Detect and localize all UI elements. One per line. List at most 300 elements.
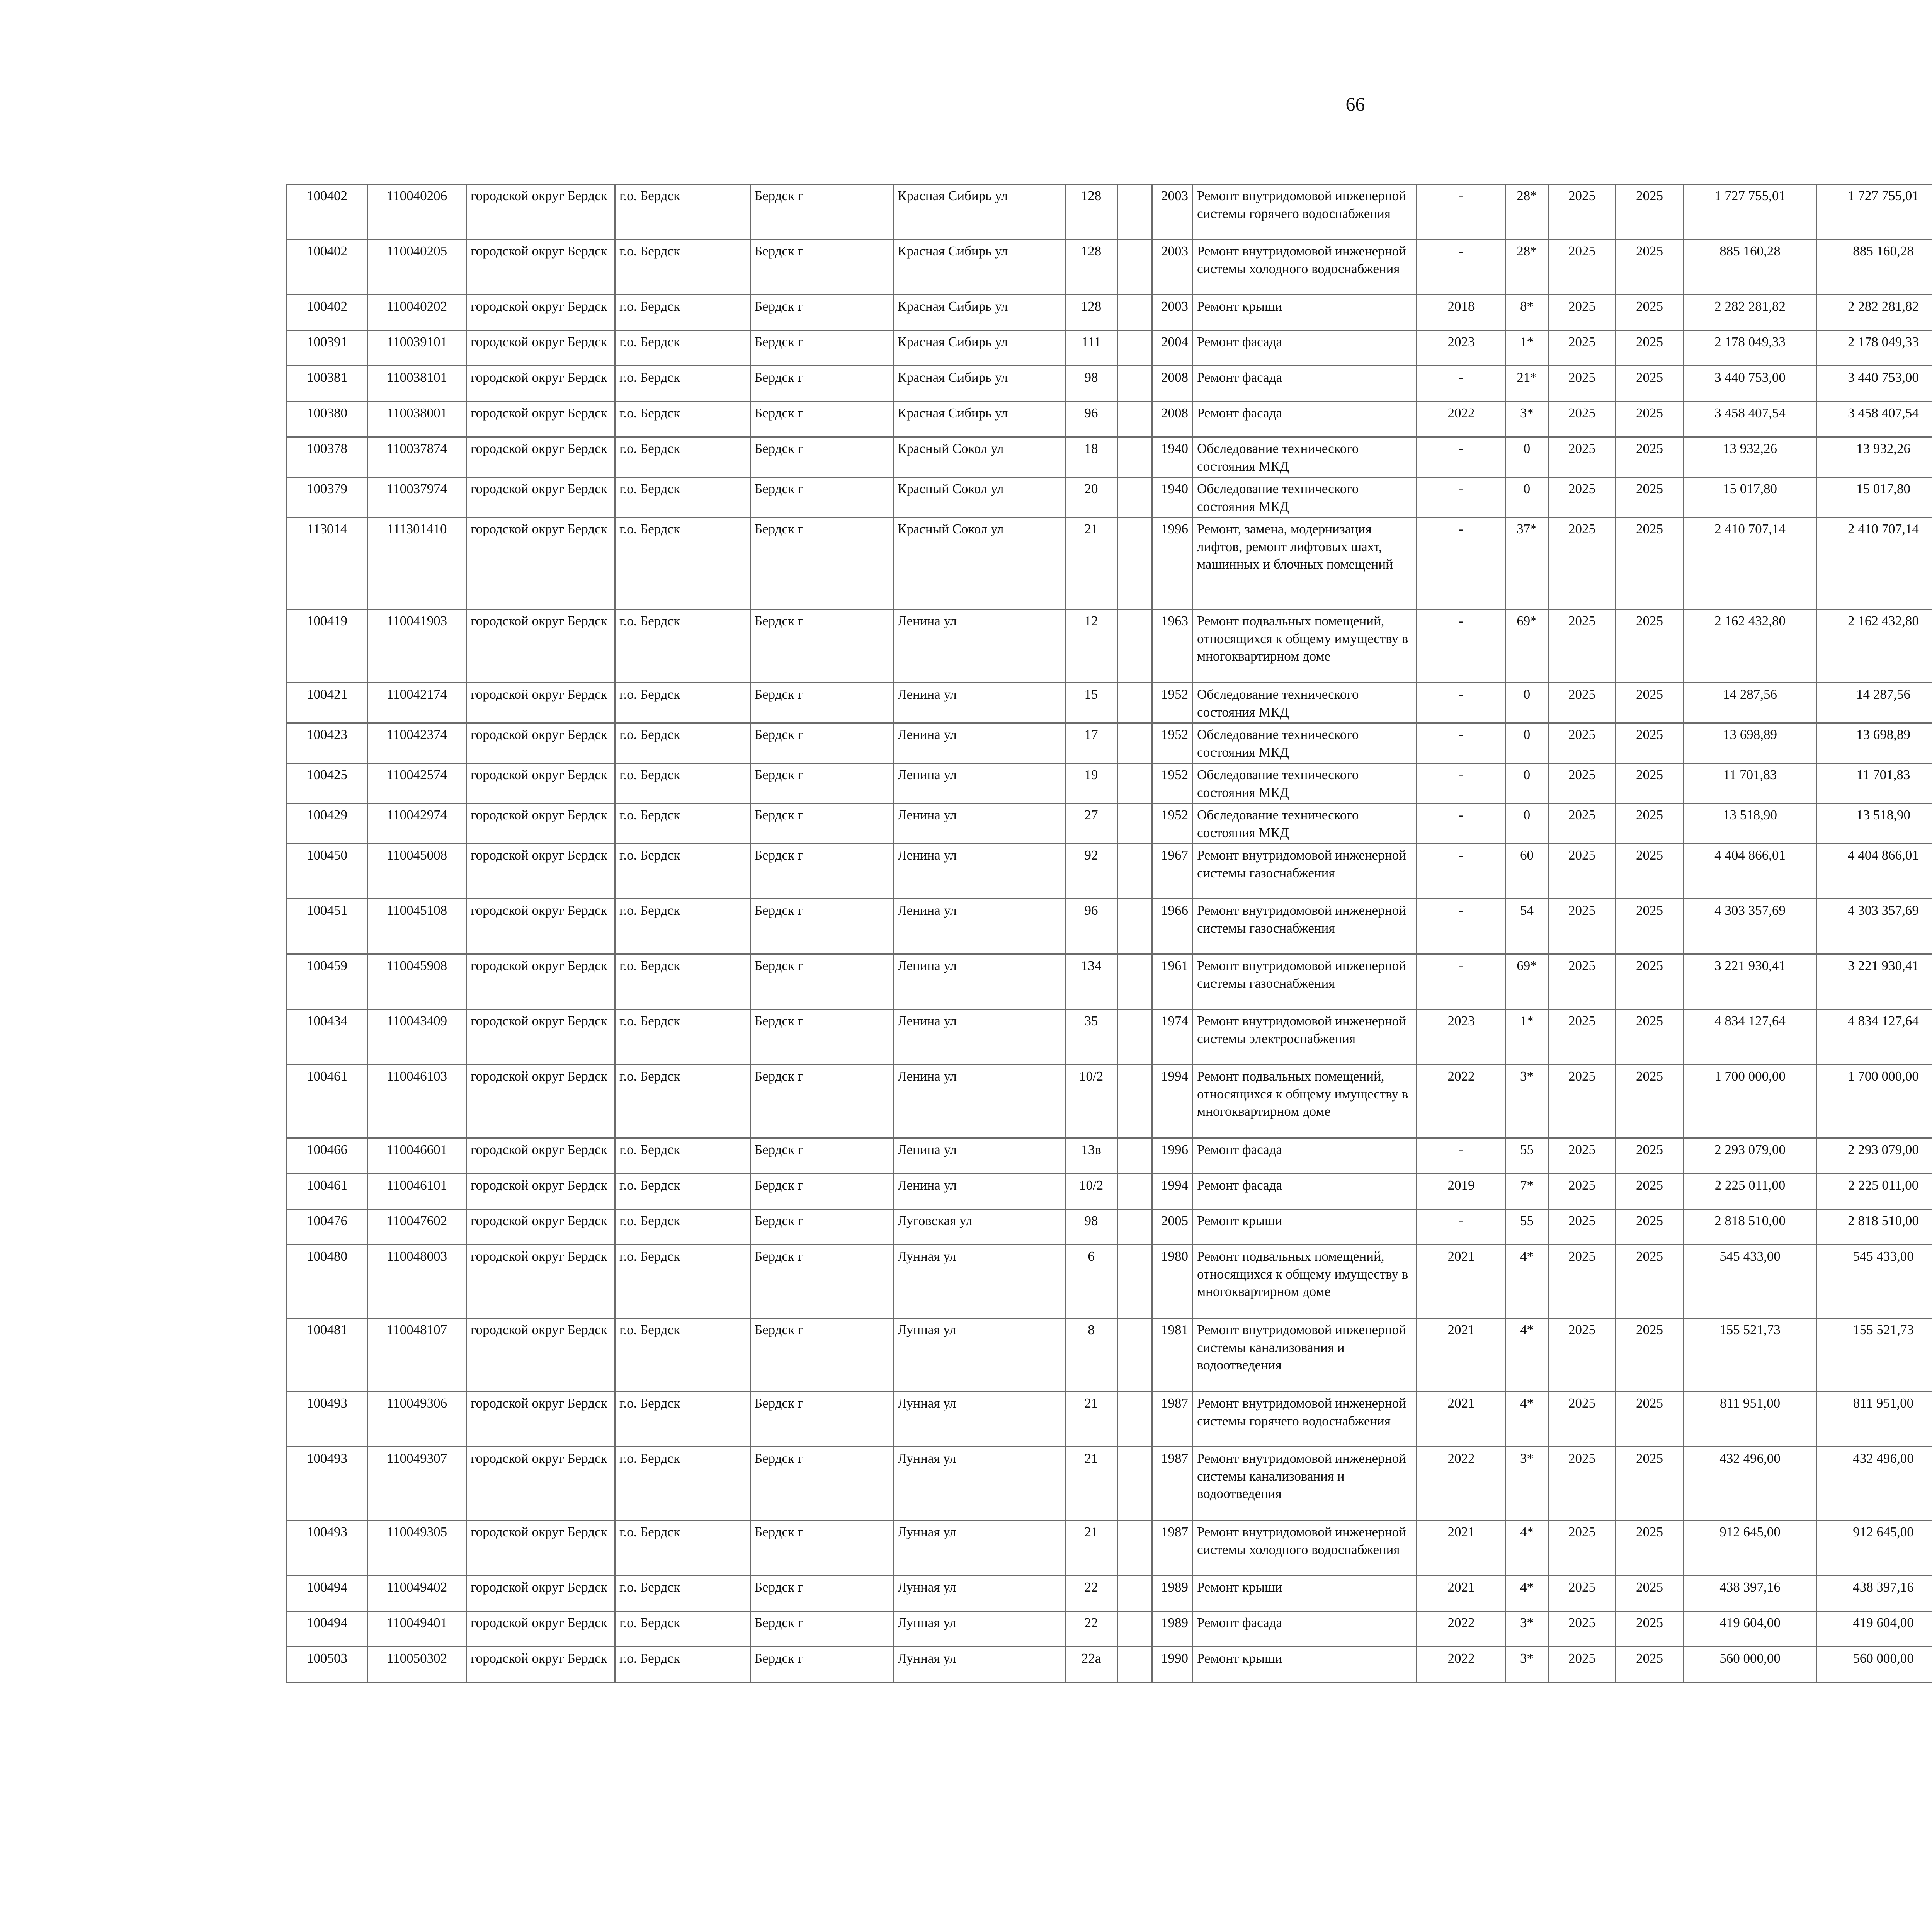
priority-cell: 3*: [1506, 1065, 1548, 1138]
building-cell: [1117, 844, 1152, 899]
building-cell: [1117, 1010, 1152, 1065]
locality-cell: Бердск г: [750, 1065, 893, 1138]
street-cell: Лунная ул: [893, 1576, 1065, 1611]
total-cost-cell: 560 000,00: [1684, 1647, 1817, 1682]
house-number-cell: 21: [1065, 518, 1117, 609]
plan-start-year-cell: 2025: [1548, 1520, 1616, 1576]
locality-cell: Бердск г: [750, 1611, 893, 1647]
house-number-cell: 21: [1065, 1392, 1117, 1447]
street-cell: Красный Сокол ул: [893, 477, 1065, 518]
street-cell: Красная Сибирь ул: [893, 295, 1065, 330]
plan-end-year-cell: 2025: [1616, 295, 1684, 330]
year-built-cell: 1994: [1152, 1065, 1193, 1138]
locality-cell: Бердск г: [750, 954, 893, 1010]
work-id-cell: 110043409: [368, 1010, 466, 1065]
table-row: [287, 1392, 1932, 1447]
priority-cell: 60: [1506, 844, 1548, 899]
fund-cost-cell: 885 160,28: [1817, 240, 1932, 295]
work-id-cell: 110039101: [368, 330, 466, 366]
plan-start-year-cell: 2025: [1548, 1245, 1616, 1318]
street-cell: Красный Сокол ул: [893, 518, 1065, 609]
street-cell: Лунная ул: [893, 1392, 1065, 1447]
plan-end-year-cell: 2025: [1616, 1576, 1684, 1611]
plan-end-year-cell: 2025: [1616, 763, 1684, 804]
municipal-district-cell: городской округ Бердск: [466, 437, 615, 477]
work-id-cell: 110037974: [368, 477, 466, 518]
plan-start-year-cell: 2025: [1548, 1392, 1616, 1447]
last-repair-year-cell: 2023: [1417, 330, 1506, 366]
table-row: [287, 184, 1932, 240]
locality-cell: Бердск г: [750, 609, 893, 683]
plan-start-year-cell: 2025: [1548, 184, 1616, 240]
last-repair-year-cell: 2019: [1417, 1174, 1506, 1209]
total-cost-cell: 13 698,89: [1684, 723, 1817, 763]
building-cell: [1117, 899, 1152, 954]
work-type-cell: Ремонт внутридомовой инженерной системы канализования и водоотведения: [1193, 1447, 1417, 1520]
record-id-cell: 100494: [287, 1611, 368, 1647]
house-number-cell: 98: [1065, 366, 1117, 402]
plan-end-year-cell: 2025: [1616, 518, 1684, 609]
total-cost-cell: 3 221 930,41: [1684, 954, 1817, 1010]
work-id-cell: 110040205: [368, 240, 466, 295]
total-cost-cell: 155 521,73: [1684, 1318, 1817, 1392]
priority-cell: 7*: [1506, 1174, 1548, 1209]
year-built-cell: 1940: [1152, 437, 1193, 477]
priority-cell: 28*: [1506, 240, 1548, 295]
building-cell: [1117, 437, 1152, 477]
municipal-district-cell: городской округ Бердск: [466, 723, 615, 763]
fund-cost-cell: 811 951,00: [1817, 1392, 1932, 1447]
street-cell: Ленина ул: [893, 1174, 1065, 1209]
year-built-cell: 1996: [1152, 518, 1193, 609]
municipal-district-cell: городской округ Бердск: [466, 609, 615, 683]
table-row: [287, 1520, 1932, 1576]
table-row: [287, 1245, 1932, 1318]
work-id-cell: 110040206: [368, 184, 466, 240]
year-built-cell: 2003: [1152, 295, 1193, 330]
work-type-cell: Обследование технического состояния МКД: [1193, 723, 1417, 763]
record-id-cell: 100423: [287, 723, 368, 763]
municipal-district-cell: городской округ Бердск: [466, 1520, 615, 1576]
last-repair-year-cell: 2021: [1417, 1318, 1506, 1392]
locality-cell: Бердск г: [750, 240, 893, 295]
total-cost-cell: 2 282 281,82: [1684, 295, 1817, 330]
house-number-cell: 22а: [1065, 1647, 1117, 1682]
building-cell: [1117, 402, 1152, 437]
municipality-cell: г.о. Бердск: [615, 1576, 750, 1611]
municipality-cell: г.о. Бердск: [615, 1318, 750, 1392]
plan-end-year-cell: 2025: [1616, 804, 1684, 844]
work-id-cell: 110049402: [368, 1576, 466, 1611]
house-number-cell: 21: [1065, 1520, 1117, 1576]
municipal-district-cell: городской округ Бердск: [466, 1647, 615, 1682]
table-row: [287, 954, 1932, 1010]
plan-start-year-cell: 2025: [1548, 366, 1616, 402]
table-row: [287, 1065, 1932, 1138]
locality-cell: Бердск г: [750, 518, 893, 609]
building-cell: [1117, 1065, 1152, 1138]
record-id-cell: 100461: [287, 1065, 368, 1138]
last-repair-year-cell: 2023: [1417, 1010, 1506, 1065]
plan-end-year-cell: 2025: [1616, 1520, 1684, 1576]
plan-start-year-cell: 2025: [1548, 954, 1616, 1010]
municipality-cell: г.о. Бердск: [615, 1520, 750, 1576]
plan-end-year-cell: 2025: [1616, 330, 1684, 366]
work-type-cell: Ремонт подвальных помещений, относящихся к общему имуществу в многоквартирном доме: [1193, 1245, 1417, 1318]
plan-end-year-cell: 2025: [1616, 844, 1684, 899]
year-built-cell: 1952: [1152, 763, 1193, 804]
priority-cell: 0: [1506, 477, 1548, 518]
building-cell: [1117, 1647, 1152, 1682]
work-type-cell: Обследование технического состояния МКД: [1193, 763, 1417, 804]
locality-cell: Бердск г: [750, 1647, 893, 1682]
total-cost-cell: 4 834 127,64: [1684, 1010, 1817, 1065]
street-cell: Луговская ул: [893, 1209, 1065, 1245]
work-type-cell: Ремонт внутридомовой инженерной системы газоснабжения: [1193, 899, 1417, 954]
work-type-cell: Ремонт крыши: [1193, 1647, 1417, 1682]
work-id-cell: 110045008: [368, 844, 466, 899]
work-type-cell: Ремонт внутридомовой инженерной системы канализования и водоотведения: [1193, 1318, 1417, 1392]
municipality-cell: г.о. Бердск: [615, 295, 750, 330]
table-row: [287, 804, 1932, 844]
record-id-cell: 100434: [287, 1010, 368, 1065]
locality-cell: Бердск г: [750, 723, 893, 763]
year-built-cell: 1952: [1152, 723, 1193, 763]
plan-end-year-cell: 2025: [1616, 1647, 1684, 1682]
total-cost-cell: 432 496,00: [1684, 1447, 1817, 1520]
building-cell: [1117, 184, 1152, 240]
work-type-cell: Ремонт, замена, модернизация лифтов, ремонт лифтовых шахт, машинных и блочных помещений: [1193, 518, 1417, 609]
locality-cell: Бердск г: [750, 1138, 893, 1174]
locality-cell: Бердск г: [750, 366, 893, 402]
house-number-cell: 128: [1065, 184, 1117, 240]
work-id-cell: 110037874: [368, 437, 466, 477]
street-cell: Лунная ул: [893, 1447, 1065, 1520]
table-row: [287, 1447, 1932, 1520]
plan-end-year-cell: 2025: [1616, 1010, 1684, 1065]
fund-cost-cell: 2 293 079,00: [1817, 1138, 1932, 1174]
year-built-cell: 2008: [1152, 366, 1193, 402]
table-row: [287, 518, 1932, 609]
work-id-cell: 110042574: [368, 763, 466, 804]
house-number-cell: 22: [1065, 1576, 1117, 1611]
municipality-cell: г.о. Бердск: [615, 899, 750, 954]
record-id-cell: 100402: [287, 184, 368, 240]
page-number: 66: [1345, 93, 1365, 115]
table-row: [287, 1209, 1932, 1245]
municipal-district-cell: городской округ Бердск: [466, 1174, 615, 1209]
plan-start-year-cell: 2025: [1548, 402, 1616, 437]
table-row: [287, 295, 1932, 330]
work-id-cell: 110046103: [368, 1065, 466, 1138]
priority-cell: 0: [1506, 723, 1548, 763]
priority-cell: 4*: [1506, 1318, 1548, 1392]
work-id-cell: 110038101: [368, 366, 466, 402]
year-built-cell: 2005: [1152, 1209, 1193, 1245]
municipal-district-cell: городской округ Бердск: [466, 1209, 615, 1245]
building-cell: [1117, 954, 1152, 1010]
building-cell: [1117, 723, 1152, 763]
street-cell: Ленина ул: [893, 1138, 1065, 1174]
municipal-district-cell: городской округ Бердск: [466, 1576, 615, 1611]
last-repair-year-cell: -: [1417, 184, 1506, 240]
municipal-district-cell: городской округ Бердск: [466, 240, 615, 295]
municipal-district-cell: городской округ Бердск: [466, 1392, 615, 1447]
priority-cell: 3*: [1506, 402, 1548, 437]
house-number-cell: 134: [1065, 954, 1117, 1010]
fund-cost-cell: 3 440 753,00: [1817, 366, 1932, 402]
municipal-district-cell: городской округ Бердск: [466, 402, 615, 437]
municipal-district-cell: городской округ Бердск: [466, 899, 615, 954]
fund-cost-cell: 15 017,80: [1817, 477, 1932, 518]
street-cell: Красная Сибирь ул: [893, 402, 1065, 437]
total-cost-cell: 2 225 011,00: [1684, 1174, 1817, 1209]
work-type-cell: Ремонт внутридомовой инженерной системы горячего водоснабжения: [1193, 1392, 1417, 1447]
work-type-cell: Ремонт подвальных помещений, относящихся к общему имуществу в многоквартирном доме: [1193, 1065, 1417, 1138]
locality-cell: Бердск г: [750, 763, 893, 804]
plan-end-year-cell: 2025: [1616, 723, 1684, 763]
locality-cell: Бердск г: [750, 402, 893, 437]
record-id-cell: 100381: [287, 366, 368, 402]
house-number-cell: 17: [1065, 723, 1117, 763]
record-id-cell: 100481: [287, 1318, 368, 1392]
last-repair-year-cell: -: [1417, 844, 1506, 899]
fund-cost-cell: 432 496,00: [1817, 1447, 1932, 1520]
work-id-cell: 110049305: [368, 1520, 466, 1576]
house-number-cell: 111: [1065, 330, 1117, 366]
year-built-cell: 1966: [1152, 899, 1193, 954]
total-cost-cell: 545 433,00: [1684, 1245, 1817, 1318]
work-id-cell: 110046601: [368, 1138, 466, 1174]
table-row: [287, 1138, 1932, 1174]
building-cell: [1117, 1174, 1152, 1209]
house-number-cell: 19: [1065, 763, 1117, 804]
last-repair-year-cell: -: [1417, 954, 1506, 1010]
plan-start-year-cell: 2025: [1548, 1065, 1616, 1138]
street-cell: Ленина ул: [893, 723, 1065, 763]
municipality-cell: г.о. Бердск: [615, 437, 750, 477]
record-id-cell: 100450: [287, 844, 368, 899]
last-repair-year-cell: 2022: [1417, 1447, 1506, 1520]
street-cell: Ленина ул: [893, 683, 1065, 723]
house-number-cell: 27: [1065, 804, 1117, 844]
municipality-cell: г.о. Бердск: [615, 1611, 750, 1647]
plan-end-year-cell: 2025: [1616, 1174, 1684, 1209]
work-id-cell: 110042374: [368, 723, 466, 763]
priority-cell: 54: [1506, 899, 1548, 954]
capital-repair-table: [286, 184, 1932, 1683]
municipal-district-cell: городской округ Бердск: [466, 1065, 615, 1138]
work-id-cell: 110042174: [368, 683, 466, 723]
street-cell: Ленина ул: [893, 1010, 1065, 1065]
house-number-cell: 12: [1065, 609, 1117, 683]
plan-end-year-cell: 2025: [1616, 1065, 1684, 1138]
total-cost-cell: 13 932,26: [1684, 437, 1817, 477]
total-cost-cell: 2 818 510,00: [1684, 1209, 1817, 1245]
total-cost-cell: 2 410 707,14: [1684, 518, 1817, 609]
year-built-cell: 1952: [1152, 683, 1193, 723]
plan-end-year-cell: 2025: [1616, 1245, 1684, 1318]
priority-cell: 4*: [1506, 1520, 1548, 1576]
fund-cost-cell: 1 727 755,01: [1817, 184, 1932, 240]
year-built-cell: 1963: [1152, 609, 1193, 683]
building-cell: [1117, 477, 1152, 518]
work-type-cell: Обследование технического состояния МКД: [1193, 804, 1417, 844]
plan-start-year-cell: 2025: [1548, 1447, 1616, 1520]
municipal-district-cell: городской округ Бердск: [466, 763, 615, 804]
work-type-cell: Ремонт фасада: [1193, 1174, 1417, 1209]
municipal-district-cell: городской округ Бердск: [466, 1245, 615, 1318]
work-type-cell: Ремонт фасада: [1193, 1611, 1417, 1647]
year-built-cell: 1994: [1152, 1174, 1193, 1209]
house-number-cell: 92: [1065, 844, 1117, 899]
municipality-cell: г.о. Бердск: [615, 184, 750, 240]
plan-start-year-cell: 2025: [1548, 1209, 1616, 1245]
last-repair-year-cell: 2022: [1417, 1647, 1506, 1682]
record-id-cell: 100402: [287, 295, 368, 330]
priority-cell: 37*: [1506, 518, 1548, 609]
plan-end-year-cell: 2025: [1616, 437, 1684, 477]
building-cell: [1117, 609, 1152, 683]
fund-cost-cell: 4 303 357,69: [1817, 899, 1932, 954]
fund-cost-cell: 1 700 000,00: [1817, 1065, 1932, 1138]
locality-cell: Бердск г: [750, 1010, 893, 1065]
table-row: [287, 899, 1932, 954]
municipal-district-cell: городской округ Бердск: [466, 844, 615, 899]
plan-end-year-cell: 2025: [1616, 683, 1684, 723]
house-number-cell: 6: [1065, 1245, 1117, 1318]
last-repair-year-cell: -: [1417, 240, 1506, 295]
last-repair-year-cell: -: [1417, 763, 1506, 804]
fund-cost-cell: 912 645,00: [1817, 1520, 1932, 1576]
priority-cell: 0: [1506, 437, 1548, 477]
municipal-district-cell: городской округ Бердск: [466, 804, 615, 844]
building-cell: [1117, 1138, 1152, 1174]
work-id-cell: 110046101: [368, 1174, 466, 1209]
priority-cell: 4*: [1506, 1245, 1548, 1318]
last-repair-year-cell: -: [1417, 1138, 1506, 1174]
street-cell: Лунная ул: [893, 1611, 1065, 1647]
locality-cell: Бердск г: [750, 1576, 893, 1611]
year-built-cell: 1989: [1152, 1576, 1193, 1611]
street-cell: Лунная ул: [893, 1245, 1065, 1318]
street-cell: Ленина ул: [893, 609, 1065, 683]
municipality-cell: г.о. Бердск: [615, 402, 750, 437]
last-repair-year-cell: 2021: [1417, 1520, 1506, 1576]
municipal-district-cell: городской округ Бердск: [466, 1447, 615, 1520]
table-row: [287, 402, 1932, 437]
municipality-cell: г.о. Бердск: [615, 1392, 750, 1447]
priority-cell: 55: [1506, 1209, 1548, 1245]
plan-end-year-cell: 2025: [1616, 609, 1684, 683]
work-id-cell: 110049307: [368, 1447, 466, 1520]
municipality-cell: г.о. Бердск: [615, 1647, 750, 1682]
locality-cell: Бердск г: [750, 1447, 893, 1520]
locality-cell: Бердск г: [750, 1209, 893, 1245]
plan-start-year-cell: 2025: [1548, 723, 1616, 763]
fund-cost-cell: 438 397,16: [1817, 1576, 1932, 1611]
total-cost-cell: 15 017,80: [1684, 477, 1817, 518]
municipality-cell: г.о. Бердск: [615, 763, 750, 804]
municipal-district-cell: городской округ Бердск: [466, 184, 615, 240]
locality-cell: Бердск г: [750, 899, 893, 954]
municipality-cell: г.о. Бердск: [615, 330, 750, 366]
priority-cell: 69*: [1506, 954, 1548, 1010]
year-built-cell: 1981: [1152, 1318, 1193, 1392]
municipality-cell: г.о. Бердск: [615, 240, 750, 295]
street-cell: Ленина ул: [893, 899, 1065, 954]
year-built-cell: 1952: [1152, 804, 1193, 844]
building-cell: [1117, 295, 1152, 330]
year-built-cell: 1987: [1152, 1392, 1193, 1447]
total-cost-cell: 912 645,00: [1684, 1520, 1817, 1576]
plan-start-year-cell: 2025: [1548, 609, 1616, 683]
year-built-cell: 1990: [1152, 1647, 1193, 1682]
locality-cell: Бердск г: [750, 295, 893, 330]
year-built-cell: 1940: [1152, 477, 1193, 518]
record-id-cell: 100421: [287, 683, 368, 723]
last-repair-year-cell: 2022: [1417, 402, 1506, 437]
municipal-district-cell: городской округ Бердск: [466, 1611, 615, 1647]
house-number-cell: 10/2: [1065, 1174, 1117, 1209]
plan-start-year-cell: 2025: [1548, 899, 1616, 954]
fund-cost-cell: 155 521,73: [1817, 1318, 1932, 1392]
priority-cell: 28*: [1506, 184, 1548, 240]
work-type-cell: Ремонт крыши: [1193, 295, 1417, 330]
record-id-cell: 100378: [287, 437, 368, 477]
record-id-cell: 100451: [287, 899, 368, 954]
work-type-cell: Ремонт внутридомовой инженерной системы холодного водоснабжения: [1193, 240, 1417, 295]
record-id-cell: 100380: [287, 402, 368, 437]
total-cost-cell: 2 178 049,33: [1684, 330, 1817, 366]
street-cell: Ленина ул: [893, 763, 1065, 804]
municipality-cell: г.о. Бердск: [615, 1245, 750, 1318]
record-id-cell: 100419: [287, 609, 368, 683]
plan-start-year-cell: 2025: [1548, 240, 1616, 295]
plan-start-year-cell: 2025: [1548, 1318, 1616, 1392]
plan-start-year-cell: 2025: [1548, 683, 1616, 723]
record-id-cell: 100480: [287, 1245, 368, 1318]
plan-start-year-cell: 2025: [1548, 330, 1616, 366]
last-repair-year-cell: 2018: [1417, 295, 1506, 330]
last-repair-year-cell: -: [1417, 1209, 1506, 1245]
priority-cell: 4*: [1506, 1576, 1548, 1611]
locality-cell: Бердск г: [750, 437, 893, 477]
last-repair-year-cell: -: [1417, 609, 1506, 683]
plan-end-year-cell: 2025: [1616, 1392, 1684, 1447]
table-row: [287, 477, 1932, 518]
plan-start-year-cell: 2025: [1548, 518, 1616, 609]
total-cost-cell: 14 287,56: [1684, 683, 1817, 723]
building-cell: [1117, 763, 1152, 804]
street-cell: Ленина ул: [893, 1065, 1065, 1138]
street-cell: Лунная ул: [893, 1520, 1065, 1576]
municipality-cell: г.о. Бердск: [615, 609, 750, 683]
work-type-cell: Ремонт фасада: [1193, 330, 1417, 366]
fund-cost-cell: 560 000,00: [1817, 1647, 1932, 1682]
year-built-cell: 1967: [1152, 844, 1193, 899]
locality-cell: Бердск г: [750, 804, 893, 844]
priority-cell: 55: [1506, 1138, 1548, 1174]
work-type-cell: Обследование технического состояния МКД: [1193, 437, 1417, 477]
locality-cell: Бердск г: [750, 1520, 893, 1576]
house-number-cell: 20: [1065, 477, 1117, 518]
house-number-cell: 22: [1065, 1611, 1117, 1647]
last-repair-year-cell: -: [1417, 437, 1506, 477]
plan-end-year-cell: 2025: [1616, 366, 1684, 402]
work-id-cell: 110048107: [368, 1318, 466, 1392]
work-id-cell: 110042974: [368, 804, 466, 844]
